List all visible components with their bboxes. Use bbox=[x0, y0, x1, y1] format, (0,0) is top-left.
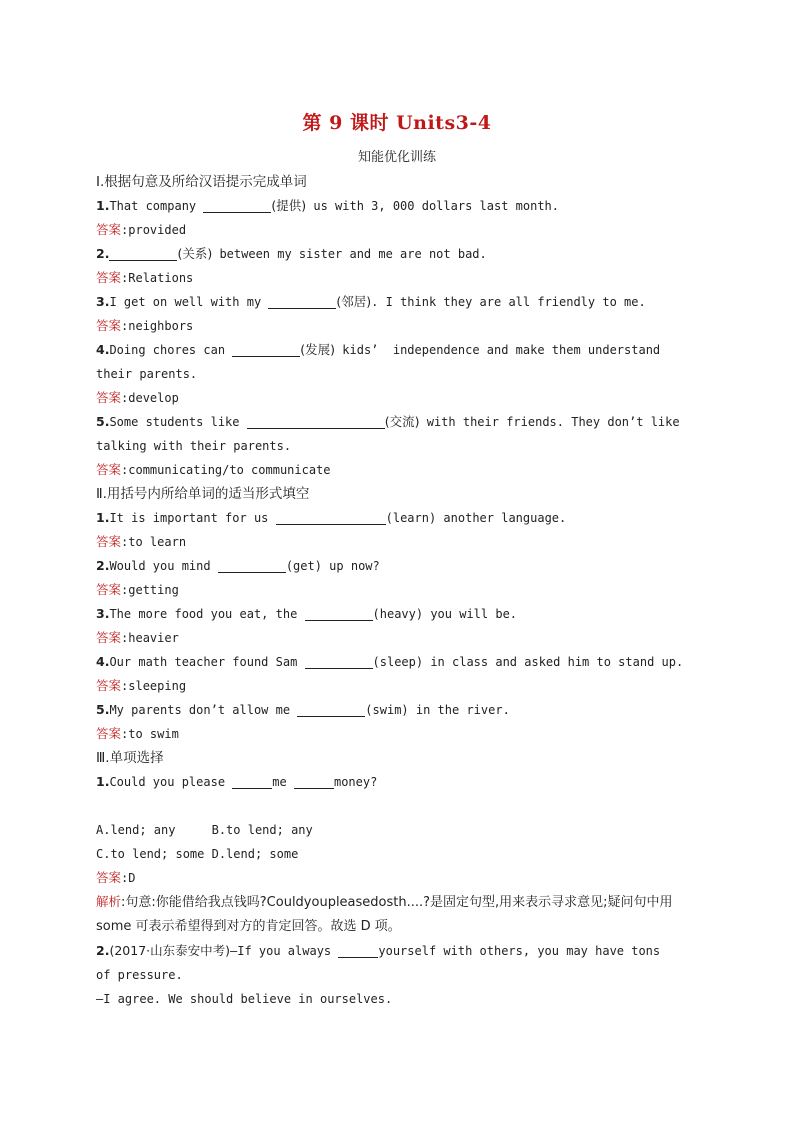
answer-blank[interactable] bbox=[109, 246, 177, 261]
question-hint: (sleep) bbox=[372, 655, 424, 669]
analysis-text: :句意:你能借给我点钱吗?Couldyoupleasedosth....?是固定句型,用来表示寻求意见;疑问句中用 some 可表示希望得到对方的肯定回答。故选 D 项。 bbox=[96, 895, 673, 934]
question-text: in the river. bbox=[408, 703, 510, 717]
answer-label: 答案 bbox=[96, 630, 122, 645]
s1-answer-1 bbox=[96, 218, 706, 242]
question-number: 4. bbox=[96, 342, 110, 357]
page-subtitle: 知能优化训练 bbox=[357, 150, 436, 165]
section-3-heading: Ⅲ.单项选择 bbox=[96, 750, 164, 766]
answer-text: :heavier bbox=[121, 631, 179, 645]
answer-label: 答案 bbox=[96, 582, 122, 597]
question-text: My parents don’t allow me bbox=[109, 703, 298, 717]
answer-label: 答案 bbox=[96, 270, 122, 285]
answer-label: 答案 bbox=[96, 678, 122, 693]
s1-question-2 bbox=[96, 242, 706, 266]
question-number: 1. bbox=[96, 510, 110, 525]
answer-text: :Relations bbox=[121, 271, 194, 285]
question-number: 1. bbox=[96, 774, 110, 789]
s2-question-2 bbox=[96, 554, 706, 578]
s1-answer-5 bbox=[96, 458, 706, 482]
answer-label: 答案 bbox=[96, 462, 122, 477]
question-text: Would you mind bbox=[109, 559, 218, 573]
answer-label: 答案 bbox=[96, 870, 122, 885]
question-number: 2. bbox=[96, 943, 110, 958]
answer-label: 答案 bbox=[96, 534, 122, 549]
question-hint: (关系) bbox=[177, 246, 213, 261]
question-number: 3. bbox=[96, 294, 110, 309]
answer-label: 答案 bbox=[96, 390, 122, 405]
s1-answer-2 bbox=[96, 266, 706, 290]
question-text: I get on well with my bbox=[109, 295, 269, 309]
s2-answer-2 bbox=[96, 578, 706, 602]
answer-label: 答案 bbox=[96, 222, 122, 237]
question-text: That company bbox=[109, 199, 204, 213]
answer-blank[interactable] bbox=[268, 294, 336, 309]
answer-blank[interactable] bbox=[203, 198, 271, 213]
question-number: 4. bbox=[96, 654, 110, 669]
answer-text: :to swim bbox=[121, 727, 179, 741]
question-text: me bbox=[272, 775, 294, 789]
answer-text: :D bbox=[121, 871, 136, 885]
question-number: 2. bbox=[96, 246, 110, 261]
question-text: us with 3, 000 dollars last month. bbox=[306, 199, 560, 213]
question-text: up now? bbox=[321, 559, 380, 573]
s3-question-1 bbox=[96, 770, 706, 794]
question-text: It is important for us bbox=[109, 511, 276, 525]
question-hint: (交流) bbox=[384, 414, 420, 429]
answer-text: :communicating/to communicate bbox=[121, 463, 331, 477]
s2-answer-3 bbox=[96, 626, 706, 650]
question-text: The more food you eat, the bbox=[109, 607, 305, 621]
question-hint: (发展) bbox=[300, 342, 336, 357]
answer-blank[interactable] bbox=[305, 654, 373, 669]
question-text: . I think they are all friendly to me. bbox=[371, 295, 646, 309]
s3-question-2 bbox=[96, 939, 706, 963]
question-text: Our math teacher found Sam bbox=[109, 655, 305, 669]
answer-blank[interactable] bbox=[338, 943, 378, 958]
answer-blank[interactable] bbox=[232, 342, 300, 357]
s1-question-4 bbox=[96, 338, 706, 362]
question-text: Some students like bbox=[109, 415, 247, 429]
question-hint: (get) bbox=[285, 559, 322, 573]
question-text: another language. bbox=[436, 511, 567, 525]
question-number: 3. bbox=[96, 606, 110, 621]
section-2-heading: Ⅱ.用括号内所给单词的适当形式填空 bbox=[96, 486, 310, 502]
s2-answer-5 bbox=[96, 722, 706, 746]
answer-text: :to learn bbox=[121, 535, 187, 549]
s1-answer-3 bbox=[96, 314, 706, 338]
s3-question-2-cont: of pressure. bbox=[96, 968, 183, 982]
question-text: —If you always bbox=[230, 944, 339, 958]
s1-question-1 bbox=[96, 194, 706, 218]
answer-label: 答案 bbox=[96, 726, 122, 741]
question-number: 1. bbox=[96, 198, 110, 213]
s1-question-3 bbox=[96, 290, 706, 314]
question-number: 5. bbox=[96, 414, 110, 429]
s2-question-3 bbox=[96, 602, 706, 626]
answer-text: :sleeping bbox=[121, 679, 187, 693]
answer-blank[interactable] bbox=[218, 558, 286, 573]
answer-blank[interactable] bbox=[276, 510, 386, 525]
answer-blank[interactable] bbox=[305, 606, 373, 621]
question-text: money? bbox=[333, 775, 378, 789]
spacer bbox=[96, 794, 706, 818]
question-hint: (learn) bbox=[385, 511, 437, 525]
s1-question-4-cont: their parents. bbox=[96, 367, 198, 381]
question-hint: (swim) bbox=[365, 703, 409, 717]
question-text: yourself with others, you may have tons bbox=[378, 944, 661, 958]
answer-text: :neighbors bbox=[121, 319, 194, 333]
s3-answer-1 bbox=[96, 866, 706, 890]
question-number: 2. bbox=[96, 558, 110, 573]
page-title: 第 9 课时 Units3-4 bbox=[302, 112, 492, 134]
question-text: between my sister and me are not bad. bbox=[212, 247, 487, 261]
answer-blank[interactable] bbox=[232, 774, 272, 789]
question-text: in class and asked him to stand up. bbox=[423, 655, 684, 669]
question-hint: (提供) bbox=[271, 198, 307, 213]
question-hint: (邻居) bbox=[336, 294, 372, 309]
s2-question-4 bbox=[96, 650, 706, 674]
answer-blank[interactable] bbox=[297, 702, 365, 717]
s3-analysis-1 bbox=[96, 890, 696, 939]
s1-question-5 bbox=[96, 410, 706, 434]
answer-blank[interactable] bbox=[294, 774, 334, 789]
answer-text: :getting bbox=[121, 583, 179, 597]
question-hint: (heavy) bbox=[372, 607, 424, 621]
s2-answer-1 bbox=[96, 530, 706, 554]
s3-q1-options-row-2: C.to lend; some D.lend; some bbox=[96, 847, 299, 861]
question-text: kids’ independence and make them understand bbox=[335, 343, 661, 357]
s1-question-5-cont: talking with their parents. bbox=[96, 439, 292, 453]
s1-answer-4 bbox=[96, 386, 706, 410]
worksheet-content bbox=[96, 170, 706, 1011]
s3-q1-options-row-1: A.lend; any B.to lend; any bbox=[96, 823, 313, 837]
answer-blank[interactable] bbox=[247, 414, 385, 429]
question-number: 5. bbox=[96, 702, 110, 717]
question-text: you will be. bbox=[423, 607, 518, 621]
analysis-label: 解析 bbox=[96, 894, 122, 909]
question-text: Doing chores can bbox=[109, 343, 233, 357]
answer-label: 答案 bbox=[96, 318, 122, 333]
answer-text: :provided bbox=[121, 223, 187, 237]
section-1-heading: Ⅰ.根据句意及所给汉语提示完成单词 bbox=[96, 174, 307, 190]
s2-question-1 bbox=[96, 506, 706, 530]
answer-text: :develop bbox=[121, 391, 179, 405]
question-text: with their friends. They don’t like bbox=[419, 415, 680, 429]
s2-question-5 bbox=[96, 698, 706, 722]
question-source: (2017·山东泰安中考) bbox=[109, 943, 230, 958]
s3-question-2-reply: —I agree. We should believe in ourselves. bbox=[96, 992, 393, 1006]
s2-answer-4 bbox=[96, 674, 706, 698]
question-text: Could you please bbox=[109, 775, 233, 789]
